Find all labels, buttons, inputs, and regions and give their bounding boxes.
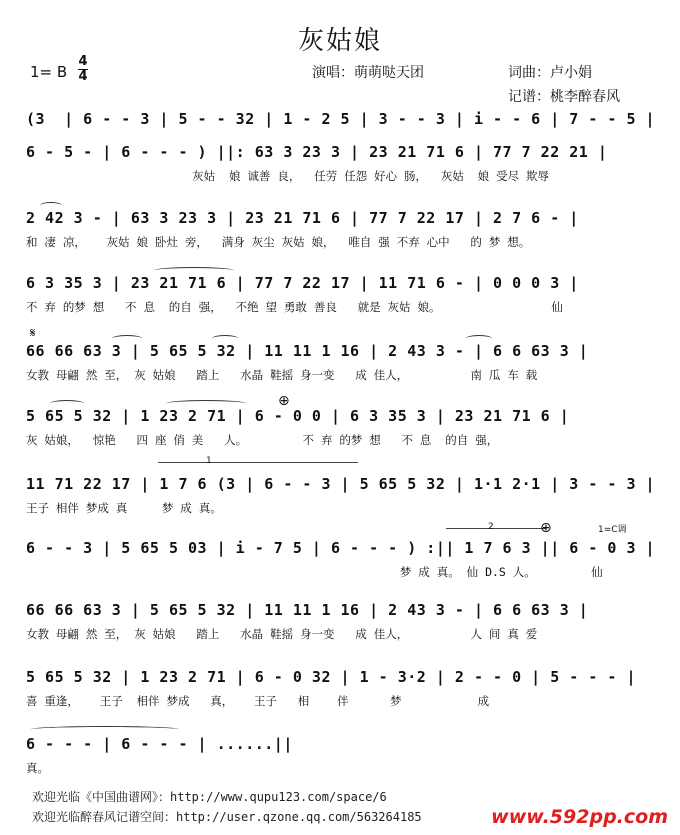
notes-row-4: 6 3 35 3 | 23 21 71 6 | 77 7 22 17 | 11 71 6 - | 0 0 0 3 | [26, 274, 579, 292]
slur [212, 335, 238, 342]
slur [154, 267, 234, 274]
key-change-note: 1=C调 [598, 525, 627, 535]
time-signature [78, 55, 88, 84]
slur [166, 400, 246, 407]
score-row-9 [26, 601, 654, 645]
notes-row-10: 5 65 5 32 | 1 23 2 71 | 6 - 0 32 | 1 - 3·2 | 2 - - 0 | 5 - - - | [26, 668, 636, 686]
volta-1-label: 1 [206, 456, 212, 466]
footer-line-2: 欢迎光临醉春风记谱空间：http://user.qzone.qq.com/563264185 [32, 810, 422, 824]
notes-row-3: 2 42 3 - | 63 3 23 3 | 23 21 71 6 | 77 7 22 17 | 2 7 6 - | [26, 209, 579, 227]
slur [50, 400, 84, 407]
volta-2-label: 2 [488, 522, 494, 532]
notes-row-5: 66 66 63 3 | 5 65 5 32 | 11 11 1 16 | 2 43 3 - | 6 6 63 3 | [26, 342, 589, 360]
slur [466, 335, 492, 342]
notes-row-9: 66 66 63 3 | 5 65 5 32 | 11 11 1 16 | 2 43 3 - | 6 6 63 3 | [26, 601, 589, 619]
score-row-7 [26, 475, 654, 519]
singer-credit: 演唱：萌萌哒天团 [312, 65, 424, 81]
volta-2-bracket [446, 528, 546, 529]
score-row-10 [26, 668, 654, 712]
volta-1-bracket [158, 462, 358, 463]
coda-icon: ⊕ [540, 520, 552, 536]
notes-row-6: 5 65 5 32 | 1 23 2 71 | 6 - 0 0 | 6 3 35 3 | 23 21 71 6 | [26, 407, 570, 425]
notes-row-11: 6 - - - | 6 - - - | ......|| [26, 735, 293, 753]
recorder-credit: 记谱：桃李醉春风 [508, 89, 620, 105]
lyrics-row-11: 真。 [26, 761, 49, 775]
segno-icon: 𝄋 [30, 326, 36, 341]
slur [40, 202, 62, 209]
score-row-2 [26, 143, 654, 187]
notes-row-1: (3 | 6 - - 3 | 5 - - 32 | 1 - 2 5 | 3 - - 3 | i - - 6 | 7 - - 5 | [26, 110, 656, 128]
lyrics-row-5: 女教 母翩 然 至， 灰 姑娘 踏上 水晶 鞋摇 身一变 成 佳人， 南 瓜 车 载 [26, 368, 538, 382]
score-row-5 [26, 342, 654, 386]
lyrics-row-9: 女教 母翩 然 至， 灰 姑娘 踏上 水晶 鞋摇 身一变 成 佳人， 人 间 真 爱 [26, 627, 538, 641]
score-title: 灰姑娘 [297, 26, 382, 56]
site-brand-watermark: www.592pp.com [491, 806, 668, 828]
notes-row-7: 11 71 22 17 | 1 7 6 (3 | 6 - - 3 | 5 65 5 32 | 1·1 2·1 | 3 - - 3 | [26, 475, 656, 493]
notes-row-8: 6 - - 3 | 5 65 5 03 | i - 7 5 | 6 - - - ) :|| 1 7 6 3 || 6 - 0 3 | [26, 539, 656, 557]
composer-credit: 词曲：卢小娟 [508, 65, 592, 81]
lyrics-row-10: 喜 重逢， 王子 相伴 梦成 真， 王子 相 伴 梦 成 [26, 694, 490, 708]
score-row-11 [26, 735, 654, 779]
notes-row-2: 6 - 5 - | 6 - - - ) ||: 63 3 23 3 | 23 21 71 6 | 77 7 22 21 | [26, 143, 608, 161]
score-row-3 [26, 209, 654, 253]
score-row-4 [26, 274, 654, 318]
time-signature-top: 4 [78, 54, 88, 69]
coda-icon: ⊕ [278, 393, 290, 409]
lyrics-row-4: 不 弃 的梦 想 不 息 的自 强， 不绝 望 勇敢 善良 就是 灰姑 娘。 仙 [26, 300, 563, 314]
score-row-8 [26, 539, 654, 583]
score-row-6 [26, 393, 654, 451]
lyrics-row-8: 梦 成 真。 仙 D.S 人。 仙 [26, 565, 603, 579]
time-signature-bottom: 4 [78, 69, 88, 84]
key-signature: 1= B [30, 63, 68, 81]
footer-line-1: 欢迎光临《中国曲谱网》：http://www.qupu123.com/space/6 [32, 790, 387, 804]
tie [30, 726, 180, 733]
lyrics-row-2: 灰姑 娘 诚善 良， 任劳 任怨 好心 肠， 灰姑 娘 受尽 欺辱 [26, 169, 550, 183]
score-row-1 [26, 110, 654, 134]
lyrics-row-3: 和 凄 凉， 灰姑 娘 卧灶 旁， 满身 灰尘 灰姑 娘， 唯自 强 不弃 心中 的 梦 想。 [26, 235, 531, 249]
lyrics-row-7: 王子 相伴 梦成 真 梦 成 真。 [26, 501, 222, 515]
slur [112, 335, 142, 342]
lyrics-row-6: 灰 姑娘， 惊艳 四 座 俏 美 人。 不 弃 的梦 想 不 息 的自 强， [26, 433, 499, 447]
